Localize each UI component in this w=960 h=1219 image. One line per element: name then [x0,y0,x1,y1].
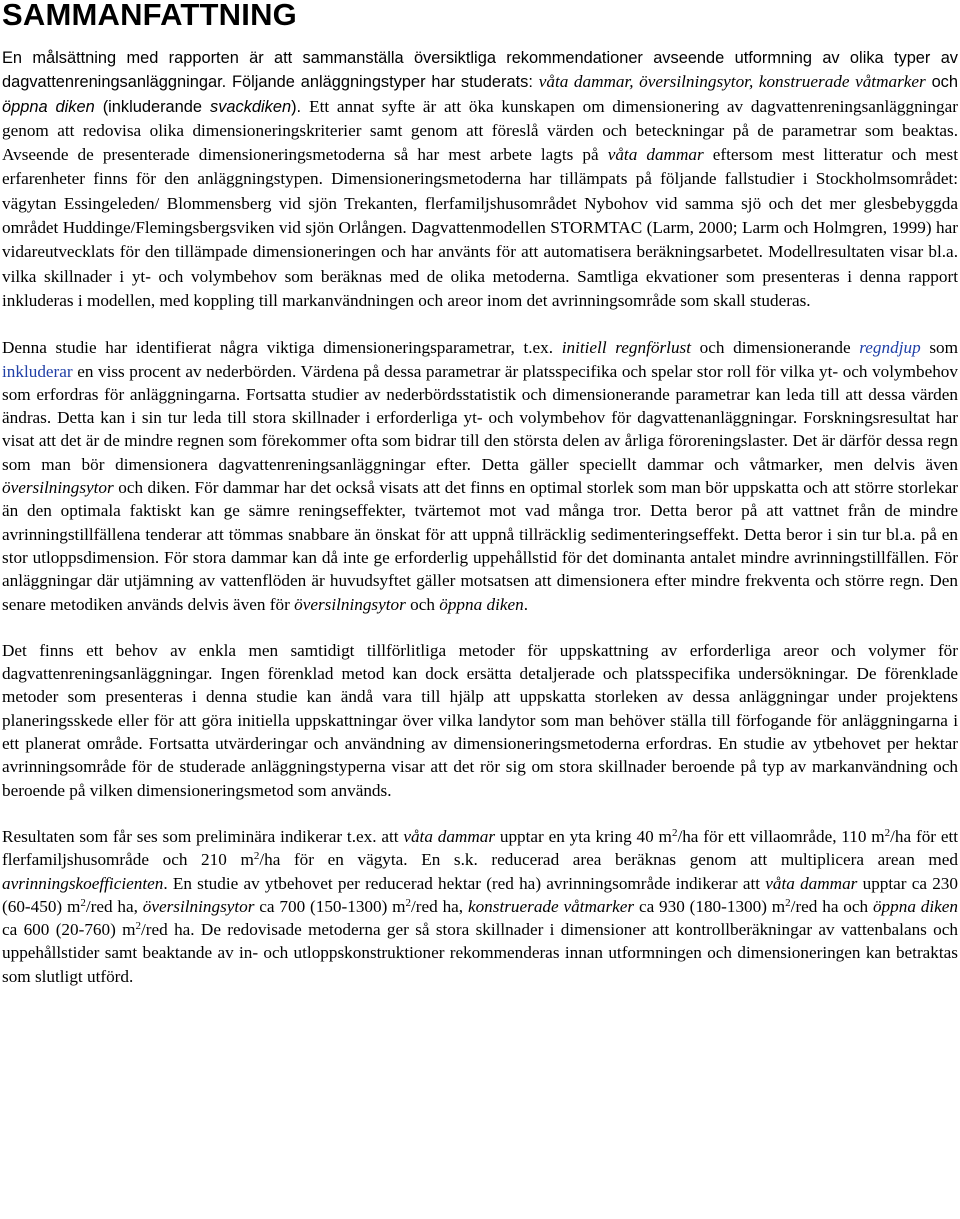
p2-italic-5: öppna diken [439,594,524,614]
p4-italic-3: våta dammar [765,873,858,893]
p2-italic-3: översilningsytor [2,478,114,498]
p1-text-3: (inkluderande [94,97,210,116]
p2-italic-regndjup: regndjup [859,338,921,358]
paragraph-1 [2,47,958,313]
p1-italic-4: våta dammar [607,145,704,165]
paragraph-3 [2,639,958,802]
p4-text-6: . En studie av ytbehovet per reducerad hektar (red ha) avrinningsområde indikerar att [163,873,766,893]
p1-text-4: ). [291,97,310,116]
p4-text-14: /red ha. De redovisade metoderna ger så stora skillnader i dimensioner att kontrollberäkningar av vattenbalans och uppehållstider samt beaktande av in- och utloppskonstruktioner rekommenderas innan utformningen och dimensioneringen kan betraktas som slutligt utförd. [2,920,958,986]
p4-text-5: /ha för en vägyta. En s.k. reducerad area beräknas genom att multiplicera arean med [259,850,958,870]
p3-text-1: Det finns ett behov av enkla men samtidigt tillförlitliga metoder för uppskattning av erforderliga areor och volymer för dagvattenreningsanläggningar. Ingen förenklad metod kan dock ersätta detaljerade och platsspecifika undersökningar. De förenklade metoder som presenteras i denna studie kan ändå vara till hjälp att uppskatta storleken av dessa anläggningar under projektens planeringsskede eller för att göra initiella uppskattningar över vilka landytor som man behöver ställa till förfogande för anläggningarna i ett planerat område. Fortsatta utvärderingar och användning av dimensioneringsmetoderna erfordras. En studie av ytbehovet per hektar avrinningsområde för de studerade anläggningstyperna visar att det rör sig om stora skillnader beroende på typ av markanvändning och beroende på vilken dimensioneringsmetod som används. [2,640,958,800]
p1-text-1: En målsättning med rapporten är att sammanställa översiktliga rekommendationer avseende utformning av olika typer av dagvattenreningsanläggningar. Följande anläggningstyper har studerats: [2,49,958,92]
paragraph-2 [2,336,958,616]
p2-text-4: en viss procent av nederbörden. Värdena på dessa parametrar är platsspecifika och spelar stor roll för vilka yt- och volymbehov som erfordras för anläggningarna. Fortsatta studier av nederbördsstatistik och dimensionerande parametrar kan leda till att dessa värden ändras. Detta kan i sin tur leda till stora skillnader i erforderliga yt- och volymbehov för dagvattenanläggningar. Forskningsresultat har visat att det är de mindre regnen som förekommer ofta som bidrar till den största delen av årliga föroreningslaster. Det är därför dessa regn som man bör dimensionera dagvattenreningsanläggningar efter. Detta gäller speciellt dammar och våtmarker, men delvis även [2,361,958,474]
p4-text-1: Resultaten som får ses som preliminära indikerar t.ex. att [2,826,404,846]
p4-text-10: /red ha, [411,896,468,916]
p4-sup-5: 2 [405,896,412,909]
p4-text-13: ca 600 (20-760) m [2,920,136,940]
p4-text-4: /ha för ett flerfamiljshusområde och 210 m [2,826,959,870]
p4-text-2: upptar en yta kring 40 m [495,826,672,846]
p4-italic-4: översilningsytor [142,896,255,916]
p4-text-3: /ha för ett villaområde, 110 m [677,826,885,846]
p4-italic-1: våta dammar [403,826,496,846]
p4-sup-2: 2 [884,826,891,839]
p4-text-7: upptar ca 230 (60-450) m [2,873,958,916]
p4-sup-1: 2 [671,826,678,839]
p4-sup-7: 2 [135,920,142,933]
p1-text-2: och [925,73,958,92]
p4-sup-3: 2 [253,850,260,863]
p4-text-12: /red ha och [790,896,873,916]
p1-italic-2: öppna diken [2,97,95,116]
p2-italic-4: översilningsytor [294,594,406,614]
paragraph-4 [2,825,958,988]
p4-italic-2: avrinningskoefficienten [2,873,164,893]
p4-text-8: /red ha, [85,896,143,916]
p2-italic-1: initiell regnförlust [561,338,692,358]
p4-text-9: ca 700 (150-1300) m [254,896,406,916]
p1-italic-3: svackdiken [210,97,292,116]
page-title: SAMMANFATTNING [2,0,297,32]
p2-text-2: och dimensionerande [691,338,860,358]
p4-sup-6: 2 [785,896,791,909]
p4-sup-4: 2 [80,896,86,909]
p4-italic-5: konstruerade våtmarker [467,896,635,916]
p2-text-1: Denna studie har identifierat några viktiga dimensioneringsparametrar, t.ex. [2,338,562,358]
p2-highlight-inkluderar: inkluderar [2,361,73,381]
p4-text-11: ca 930 (180-1300) m [634,896,786,916]
p2-text-3: som [920,338,958,358]
p2-text-5: och diken. För dammar har det också visats att det finns en optimal storlek som man bör uppskatta och att större storlekar än den optimala faktiskt kan ge sämre reningseffekter, tvärtemot mot vad många tror. Detta beror på att vattnet från de mindre avrinningstillfällena tenderar att tömmas snabbare än önskat för att uppnå tillräcklig sedimenteringseffekt. Detta beror i sin tur bl.a. på en stor utloppsdimension. För stora dammar kan då inte ge erforderlig uppehållstid för det dominanta antalet mindre avrinningstillfällen. För anläggningar där utjämning av vattenflöden är huvudsyftet gäller motsatsen att dimensionera efter mindre frekventa och större regn. Den senare metodiken används delvis även för [2,478,958,614]
p1-text-6: eftersom mest litteratur och mest erfarenheter finns för den anläggningstypen. [2,145,959,189]
p4-italic-6: öppna diken [872,896,958,916]
p2-text-7: . [523,594,529,614]
p1-text-5: Ett annat syfte är att öka kunskapen om dimensionering av dagvattenreningsanläggningar genom att redovisa olika dimensioneringskriterier samt genom att föreslå värden och beteckningar på de parametrar som beaktas. Avseende de presenterade dimensioneringsmetoderna så har mest arbete lagts på [2,96,958,165]
p1-text-7: Dimensioneringsmetoderna har tillämpats på följande fallstudier i Stockholmsområdet: vägytan Essingeleden/ Blommensberg vid sjön Trekanten, flerfamiljshusområdet Nybohov vid samma sjö och det mer glesbebyggda området Huddinge/Flemingsbergsviken vid sjön Orlången. Dagvattenmodellen STORMTAC (Larm, 2000; Larm och Holmgren, 1999) har vidareutvecklats för den tillämpade dimensioneringen och har använts för att automatisera beräkningsarbetet. Modellresultaten visar bl.a. vilka skillnader i yt- och volymbehov som beräknas med de olika metoderna. Samtliga ekvationer som presenteras i denna rapport inkluderas i modellen, med koppling till markanvändningen och areor inom det avrinningsområde som skall studeras. [2,169,958,310]
p2-text-6: och [405,594,440,614]
p1-italic-1: våta dammar, översilningsytor, konstruerade våtmarker [538,72,926,92]
